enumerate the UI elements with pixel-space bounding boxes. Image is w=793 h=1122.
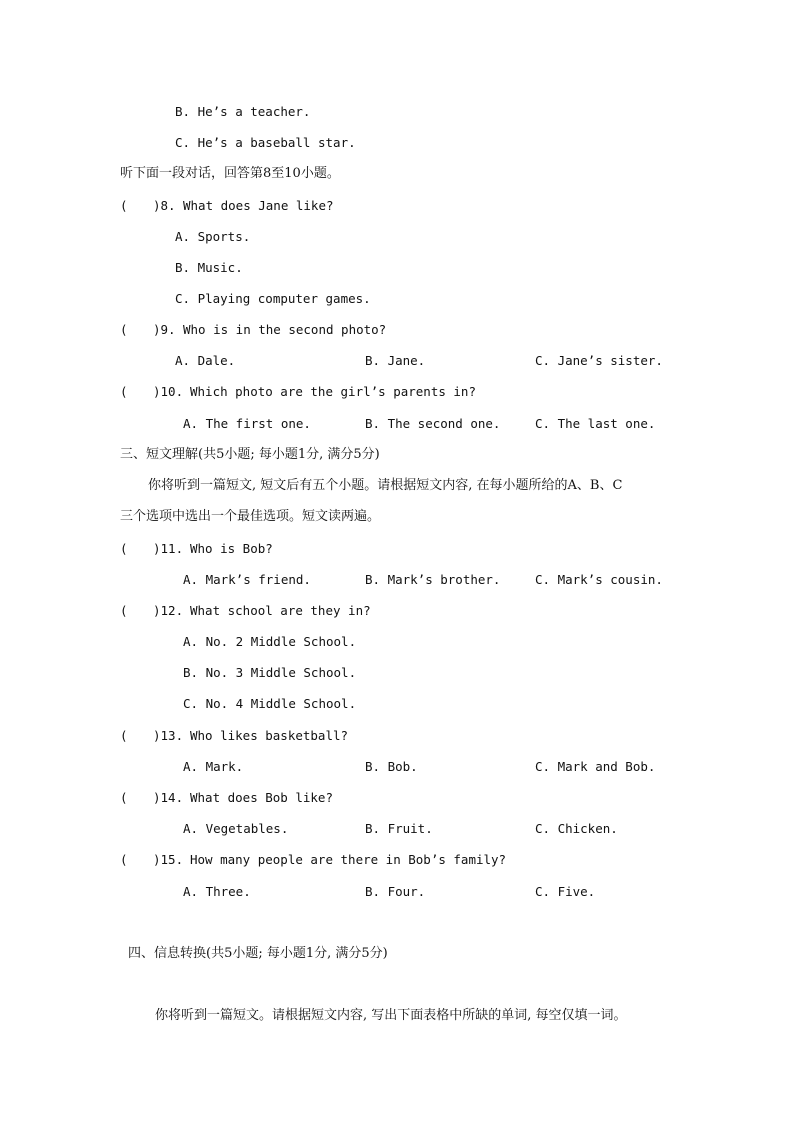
option-b: B. Music. [175, 260, 243, 275]
option-c: C. Mark and Bob. [535, 759, 656, 774]
option-c: C. Playing computer games. [175, 291, 371, 306]
option-a: A. Sports. [175, 229, 251, 244]
question-number: )14. [153, 790, 184, 805]
answer-blank-open: ( [120, 541, 128, 556]
section-3-instruction-line2: 三个选项中选出一个最佳选项。短文读两遍。 [120, 509, 381, 524]
option-c: C. Five. [535, 884, 596, 899]
section-4-heading: 四、信息转换(共5小题; 每小题1分, 满分5分) [128, 946, 388, 961]
option-a: A. Three. [183, 884, 251, 899]
option-a: A. The first one. [183, 416, 311, 431]
option-a: A. Vegetables. [183, 821, 289, 836]
option-b: B. Bob. [365, 759, 418, 774]
question-stem: How many people are there in Bob’s family? [190, 852, 507, 867]
option-c: C. Mark’s cousin. [535, 572, 663, 587]
section-3-heading: 三、短文理解(共5小题; 每小题1分, 满分5分) [120, 447, 380, 462]
option-a: A. No. 2 Middle School. [183, 634, 357, 649]
question-stem: What school are they in? [190, 603, 371, 618]
question-number: )13. [153, 728, 184, 743]
option-b: B. Jane. [365, 353, 426, 368]
answer-blank-open: ( [120, 198, 128, 213]
question-number: )11. [153, 541, 184, 556]
option-b: B. The second one. [365, 416, 501, 431]
option-c: C. He’s a baseball star. [175, 135, 356, 150]
question-stem: Who is Bob? [190, 541, 273, 556]
option-a: A. Mark’s friend. [183, 572, 311, 587]
option-b: B. He’s a teacher. [175, 104, 311, 119]
section-3-instruction-line1: 你将听到一篇短文, 短文后有五个小题。请根据短文内容, 在每小题所给的A、B、C [148, 478, 623, 493]
question-stem: What does Bob like? [190, 790, 333, 805]
question-number: )9. [153, 322, 176, 337]
option-b: B. No. 3 Middle School. [183, 665, 357, 680]
question-stem: Who is in the second photo? [183, 322, 387, 337]
question-number: )12. [153, 603, 184, 618]
answer-blank-open: ( [120, 728, 128, 743]
question-number: )8. [153, 198, 176, 213]
answer-blank-open: ( [120, 322, 128, 337]
question-stem: What does Jane like? [183, 198, 334, 213]
option-a: A. Mark. [183, 759, 244, 774]
question-stem: Which photo are the girl’s parents in? [190, 384, 476, 399]
option-b: B. Fruit. [365, 821, 433, 836]
answer-blank-open: ( [120, 852, 128, 867]
option-a: A. Dale. [175, 353, 236, 368]
section-4-instruction: 你将听到一篇短文。请根据短文内容, 写出下面表格中所缺的单词, 每空仅填一词。 [155, 1008, 627, 1023]
dialog-instruction: 听下面一段对话，回答第8至10小题。 [120, 166, 340, 181]
question-number: )15. [153, 852, 184, 867]
option-b: B. Four. [365, 884, 426, 899]
option-c: C. Jane’s sister. [535, 353, 663, 368]
answer-blank-open: ( [120, 603, 128, 618]
option-b: B. Mark’s brother. [365, 572, 501, 587]
answer-blank-open: ( [120, 384, 128, 399]
option-c: C. The last one. [535, 416, 656, 431]
question-number: )10. [153, 384, 184, 399]
answer-blank-open: ( [120, 790, 128, 805]
option-c: C. Chicken. [535, 821, 618, 836]
option-c: C. No. 4 Middle School. [183, 696, 357, 711]
question-stem: Who likes basketball? [190, 728, 349, 743]
